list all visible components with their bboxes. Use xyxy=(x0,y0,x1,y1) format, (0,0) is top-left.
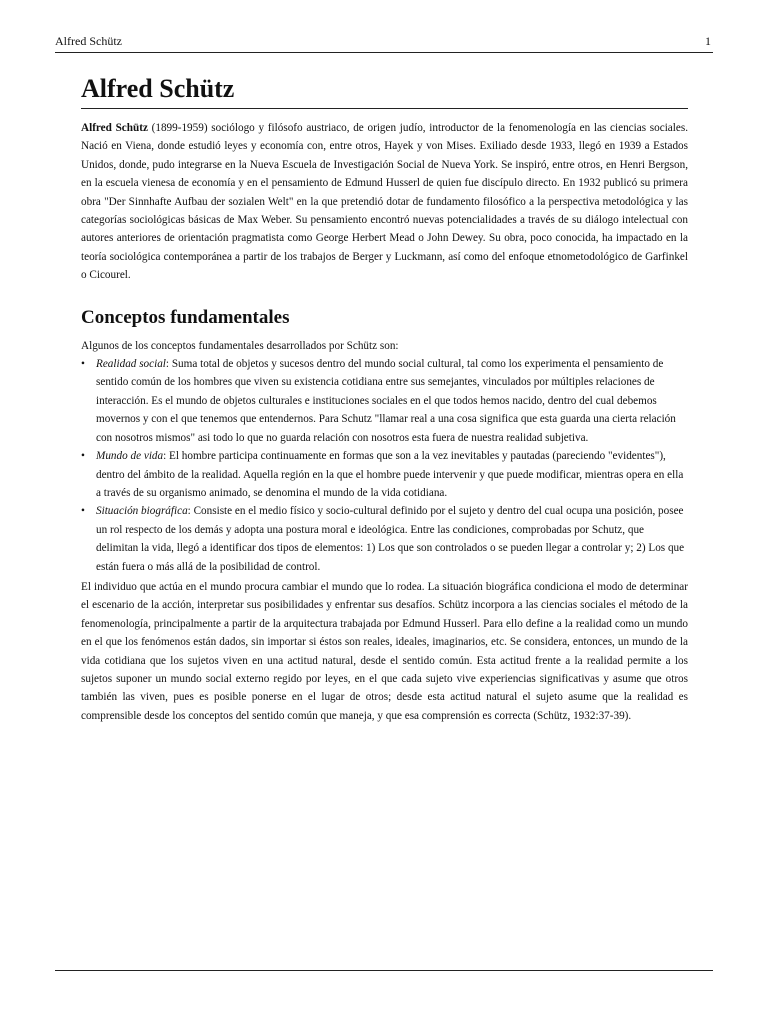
concept-text: : Suma total de objetos y sucesos dentro del mundo social cultural, tal como los experimenta el pensamiento de sentido común de los hombres que viven su existencia cotidiana entre sus semejantes, vinculados por múltiples relaciones de interacción. Es el mundo de objetos culturales e instituciones sociales en el que todos hemos nacido, dentro del cual debemos movernos y con el que tenemos que entendernos. Para Schutz "llamar real a una cosa significa que esta guarda una cierta relación con nosotros mismos" asi todo lo que no guarda relación con nosotros esta fuera de nuestra realidad subjetiva. xyxy=(96,358,676,444)
intro-text: (1899-1959) sociólogo y filósofo austriaco, de origen judío, introductor de la fenomenología en las ciencias sociales. Nació en Viena, donde estudió leyes y economía con, entre otros, Hayek y von Mises. Exiliado desde 1933, llegó en 1939 a Estados Unidos, donde, pudo integrarse en la Nueva Escuela de Investigación Social de Nueva York. Se inspiró, entre otros, en Henri Bergson, en la escuela vienesa de economía y en el pensamiento de Edmund Husserl de quien fue discípulo directo. En 1932 publicó su primera obra "Der Sinnhafte Aufbau der sozialen Welt" en la que pretendió dotar de fundamento filosófico a la perspectiva metodológica y las categorías sociológicas básicas de Max Weber. Su pensamiento encontró nuevas potencialidades a través de su diálogo intelectual con autores anteriores de orientación pragmatista como George Herbert Mead o John Dewey. Su obra, poco conocida, ha impactado en la teoría sociológica contemporánea a partir de los trabajos de Berger y Luckmann, así como del enfoque etnometodológico de Garfinkel o Cicourel. xyxy=(81,122,689,282)
footer-divider xyxy=(55,970,713,971)
concept-term: Situación biográfica xyxy=(96,505,188,518)
concept-text: : El hombre participa continuamente en formas que son a la vez inevitables y pautadas (pareciendo "evidentes"), dentro del ámbito de la realidad. Aquella región en la que el hombre puede intervenir y que puede modificar, mientras opera en ella a través de su organismo animado, se denomina el mundo de la vida cotidiana. xyxy=(96,450,684,499)
bullet-icon: • xyxy=(81,450,85,463)
intro-name: Alfred Schütz xyxy=(81,122,148,134)
bullet-icon: • xyxy=(81,358,85,371)
section-heading: Conceptos fundamentales xyxy=(81,306,290,328)
article xyxy=(81,72,688,725)
article-title: Alfred Schütz xyxy=(81,72,688,109)
concept-term: Realidad social xyxy=(96,358,166,371)
list-item xyxy=(81,447,688,502)
intro-paragraph xyxy=(81,119,688,285)
bullet-icon: • xyxy=(81,505,85,518)
section-lead: Algunos de los conceptos fundamentales desarrollados por Schütz son: xyxy=(81,339,399,352)
concept-text: : Consiste en el medio físico y socio-cultural definido por el sujeto y dentro del cual ocupa una posición, posee un rol respecto de los demás y adopta una postura moral e ideológica. Entre las condiciones, comprobadas por Schutz, que delimitan la vida, llegó a identificar dos tipos de elementos: 1) Los que son controlados o se pueden llegar a controlar y; 2) Los que están fuera o más allá de la posibilidad de control. xyxy=(96,505,685,573)
list-item xyxy=(81,355,688,447)
page-number: 1 xyxy=(705,34,711,48)
list-item xyxy=(81,502,688,576)
running-title: Alfred Schütz xyxy=(55,34,122,48)
concepts-list xyxy=(81,355,688,576)
concept-term: Mundo de vida xyxy=(96,450,164,463)
closing-paragraph: El individuo que actúa en el mundo procura cambiar el mundo que lo rodea. La situación biográfica condiciona el modo de determinar el escenario de la acción, interpretar sus posibilidades y enfrentar sus desafíos. Schütz incorpora a las ciencias sociales el método de la fenomenología, principalmente a partir de la arquitectura trabajada por Edmund Husserl. Para ello define a la realidad como un mundo en el que los fenómenos están dados, sin importar si éstos son reales, ideales, imaginarios, etc. Se considera, entonces, un mundo de la vida cotidiana que los sujetos viven en una actitud natural, desde el sentido común. Esta actitud frente a la realidad permite a los sujetos suponer un mundo social externo regido por leyes, en el que cada sujeto vive experiencias significativas y asume que otros también las viven, pues es posible ponerse en el lugar de otros; desde esta actitud natural el sujeto asume que la realidad es comprensible desde los conceptos del sentido común que maneja, y que esa comprensión es correcta (Schütz, 1932:37-39). xyxy=(81,580,688,722)
page-header xyxy=(55,34,713,53)
